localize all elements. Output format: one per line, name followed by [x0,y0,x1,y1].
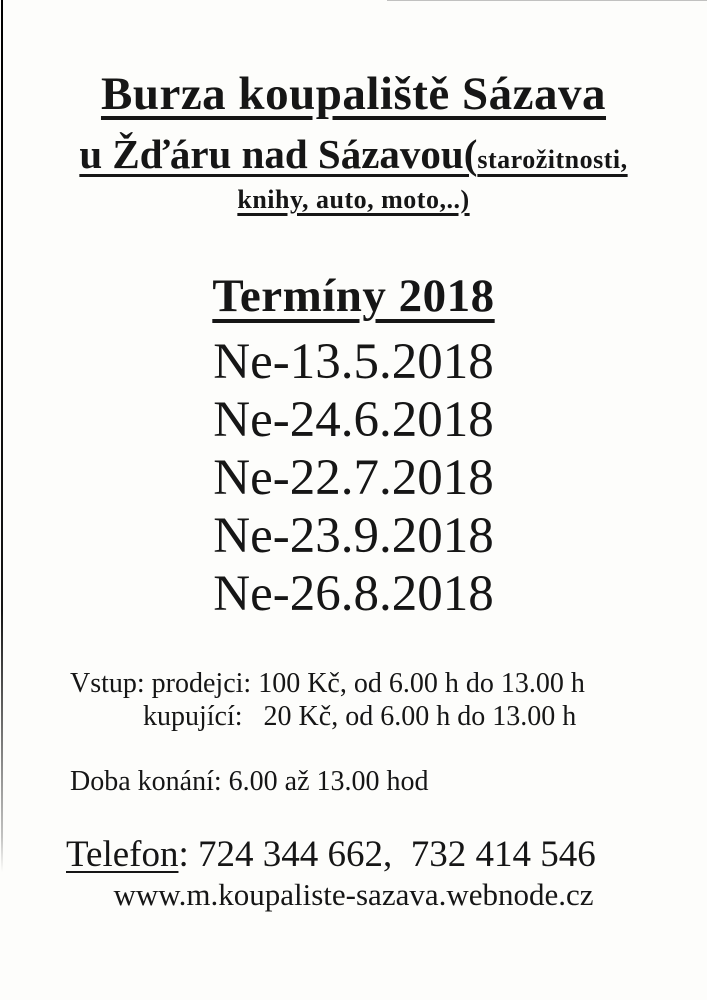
event-date-2: Ne-24.6.2018 [213,392,494,449]
event-date-5: Ne-26.8.2018 [213,566,494,623]
event-date-3: Ne-22.7.2018 [213,450,494,507]
flyer-title: Burza koupaliště Sázava [100,68,607,120]
contact-section [0,835,707,912]
duration-line: Doba konání: 6.00 až 13.00 hod [70,766,429,798]
flyer-subtitle-goods-end: knihy, auto, moto,..) [237,184,470,214]
flyer-header [0,68,707,215]
flyer-subtitle [0,131,707,177]
scan-artifact-top-edge [387,0,707,1]
flyer-subtitle-location: u Žďáru nad Sázavou( [79,131,478,177]
phone-label: Telefon [66,834,179,876]
scan-artifact-left-edge [1,0,3,872]
flyer-subtitle-goods-start: starožitnosti, [477,145,628,174]
event-date-4: Ne-23.9.2018 [213,508,494,565]
info-section [70,667,707,798]
schedule-heading: Termíny 2018 [212,269,495,322]
phone-numbers: : 724 344 662, 732 414 546 [178,834,596,876]
website-url: www.m.koupaliste-sazava.webnode.cz [113,877,594,913]
pricing-buyers-line: kupující: 20 Kč, od 6.00 h do 13.00 h [143,701,577,733]
event-date-1: Ne-13.5.2018 [213,334,494,391]
schedule-section [0,269,707,623]
phone-line [66,835,707,875]
pricing-sellers-line: Vstup: prodejci: 100 Kč, od 6.00 h do 13.00 h [70,668,585,700]
